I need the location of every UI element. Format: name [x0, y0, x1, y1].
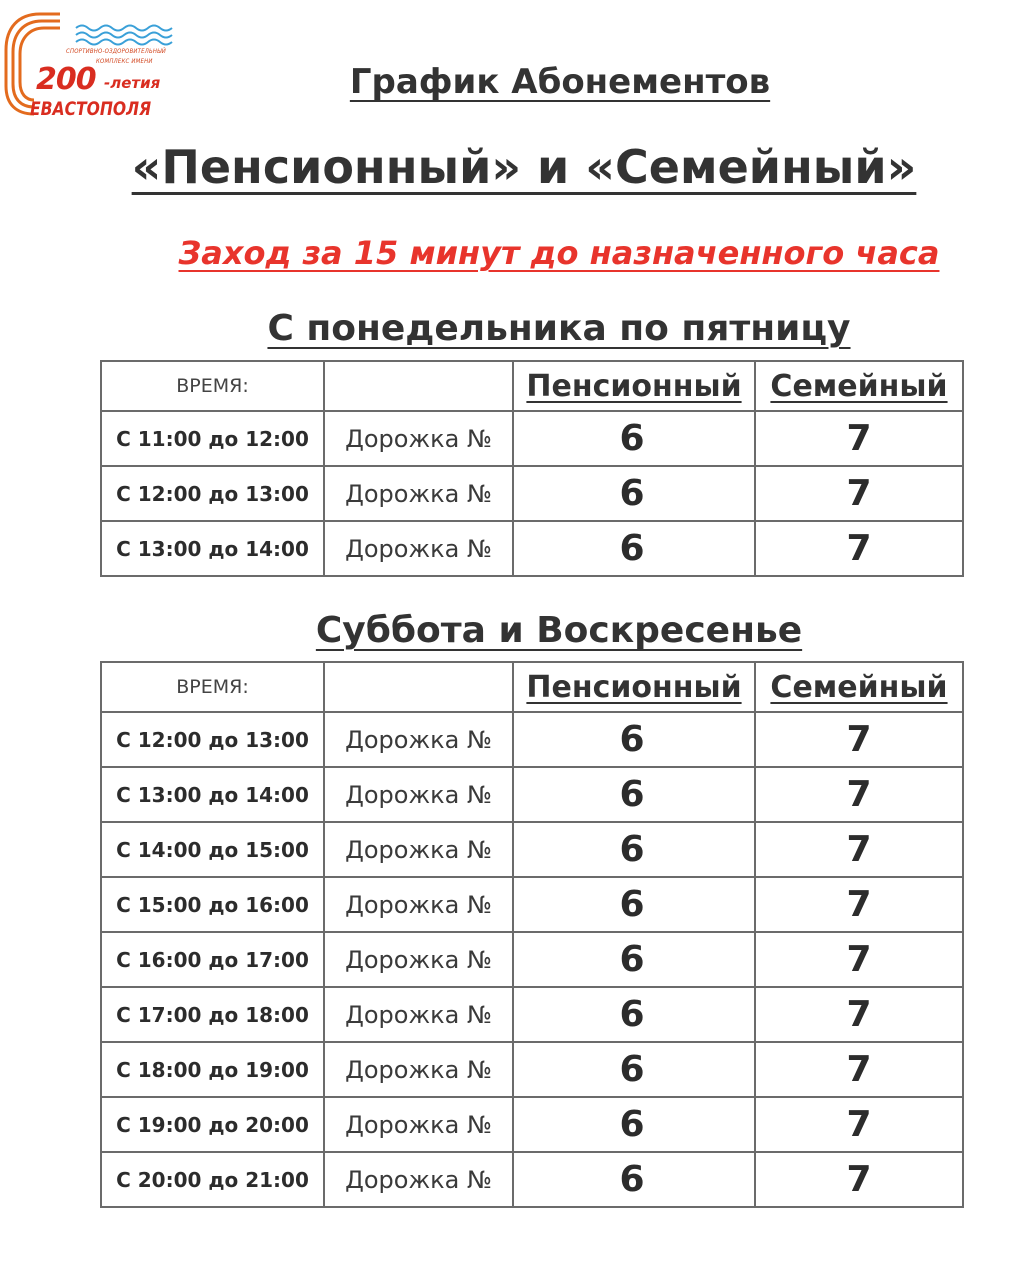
pension-lane-cell: 6: [513, 411, 755, 466]
time-cell: С 15:00 до 16:00: [101, 877, 324, 932]
pension-lane-cell: 6: [513, 521, 755, 576]
time-cell: С 18:00 до 19:00: [101, 1042, 324, 1097]
family-lane-cell: 7: [755, 1042, 963, 1097]
header-time: ВРЕМЯ:: [101, 361, 324, 411]
time-cell: С 12:00 до 13:00: [101, 466, 324, 521]
page-title: График Абонементов: [349, 62, 771, 102]
pension-lane-cell: 6: [513, 1152, 755, 1207]
lane-cell: Дорожка №: [324, 987, 513, 1042]
pension-lane-cell: 6: [513, 712, 755, 767]
family-lane-cell: 7: [755, 932, 963, 987]
family-lane-cell: 7: [755, 411, 963, 466]
pension-lane-cell: 6: [513, 987, 755, 1042]
time-cell: С 11:00 до 12:00: [101, 411, 324, 466]
table-row: [101, 1097, 963, 1152]
table-row: [101, 1152, 963, 1207]
lane-cell: Дорожка №: [324, 521, 513, 576]
time-cell: С 16:00 до 17:00: [101, 932, 324, 987]
header-pension: Пенсионный: [513, 662, 755, 712]
family-lane-cell: 7: [755, 987, 963, 1042]
lane-cell: Дорожка №: [324, 466, 513, 521]
lane-cell: Дорожка №: [324, 877, 513, 932]
lane-cell: Дорожка №: [324, 767, 513, 822]
family-lane-cell: 7: [755, 822, 963, 877]
pension-lane-cell: 6: [513, 466, 755, 521]
family-lane-cell: 7: [755, 1097, 963, 1152]
time-cell: С 13:00 до 14:00: [101, 767, 324, 822]
table-row: [101, 767, 963, 822]
logo-text-line2: КОМПЛЕКС ИМЕНИ: [96, 58, 153, 65]
table-header-row: [101, 662, 963, 712]
logo-text-line1: СПОРТИВНО-ОЗДОРОВИТЕЛЬНЫЙ: [66, 48, 167, 55]
time-cell: С 20:00 до 21:00: [101, 1152, 324, 1207]
header-lane: [324, 361, 513, 411]
entry-note: Заход за 15 минут до назначенного часа: [178, 234, 940, 272]
family-lane-cell: 7: [755, 466, 963, 521]
pension-lane-cell: 6: [513, 932, 755, 987]
table-row: [101, 822, 963, 877]
header-family: Семейный: [755, 361, 963, 411]
family-lane-cell: 7: [755, 521, 963, 576]
table-header-row: [101, 361, 963, 411]
table-row: [101, 877, 963, 932]
family-lane-cell: 7: [755, 767, 963, 822]
lane-cell: Дорожка №: [324, 1152, 513, 1207]
lane-cell: Дорожка №: [324, 1097, 513, 1152]
time-cell: С 19:00 до 20:00: [101, 1097, 324, 1152]
lane-cell: Дорожка №: [324, 411, 513, 466]
header-time: ВРЕМЯ:: [101, 662, 324, 712]
time-cell: С 14:00 до 15:00: [101, 822, 324, 877]
table-row: [101, 521, 963, 576]
header-lane: [324, 662, 513, 712]
family-lane-cell: 7: [755, 1152, 963, 1207]
weekend-heading: Суббота и Воскресенье: [315, 610, 803, 651]
pension-lane-cell: 6: [513, 767, 755, 822]
table-row: [101, 411, 963, 466]
family-lane-cell: 7: [755, 877, 963, 932]
lane-cell: Дорожка №: [324, 822, 513, 877]
pension-lane-cell: 6: [513, 1097, 755, 1152]
lane-cell: Дорожка №: [324, 932, 513, 987]
table-row: [101, 987, 963, 1042]
header-family: Семейный: [755, 662, 963, 712]
table-row: [101, 1042, 963, 1097]
lane-cell: Дорожка №: [324, 1042, 513, 1097]
pension-lane-cell: 6: [513, 1042, 755, 1097]
logo-city: ЕВАСТОПОЛЯ: [30, 98, 152, 120]
family-lane-cell: 7: [755, 712, 963, 767]
weekdays-table: [100, 360, 964, 577]
page-subtitle: «Пенсионный» и «Семейный»: [131, 140, 917, 194]
weekdays-heading: С понедельника по пятницу: [267, 308, 851, 349]
pension-lane-cell: 6: [513, 877, 755, 932]
weekend-table: [100, 661, 964, 1208]
table-row: [101, 932, 963, 987]
table-row: [101, 712, 963, 767]
logo-suffix: -летия: [104, 74, 161, 92]
time-cell: С 13:00 до 14:00: [101, 521, 324, 576]
logo-number: 200: [36, 62, 96, 97]
table-row: [101, 466, 963, 521]
lane-cell: Дорожка №: [324, 712, 513, 767]
time-cell: С 12:00 до 13:00: [101, 712, 324, 767]
header-pension: Пенсионный: [513, 361, 755, 411]
pension-lane-cell: 6: [513, 822, 755, 877]
time-cell: С 17:00 до 18:00: [101, 987, 324, 1042]
